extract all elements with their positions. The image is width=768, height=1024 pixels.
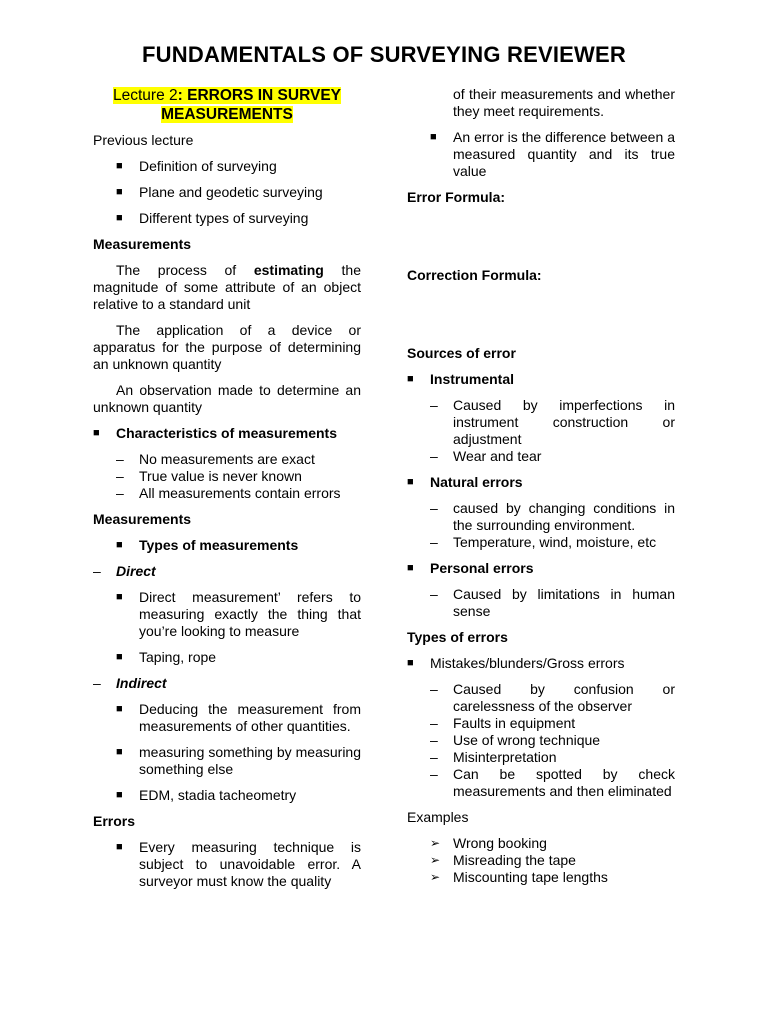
square-bullet-icon: ■	[116, 186, 123, 198]
list-item: – Caused by confusion or carelessness of the observer	[430, 681, 675, 714]
dash-bullet-icon: –	[430, 749, 438, 765]
instrumental-heading: ■ Instrumental	[407, 371, 515, 387]
arrow-bullet-icon: ➢	[430, 836, 441, 850]
page-title: FUNDAMENTALS OF SURVEYING REVIEWER	[142, 42, 626, 67]
definition-paragraph: The process of estimating the magnitude of some attribute of an object relative to a standard unit	[93, 262, 361, 312]
list-item: – caused by changing conditions in the surrounding environment.	[430, 500, 675, 533]
definition-paragraph: The application of a device or apparatus for the purpose of determining an unknown quantity	[93, 322, 361, 372]
dash-bullet-icon: –	[116, 485, 124, 501]
dash-bullet-icon: –	[116, 468, 124, 484]
list-item: ■ Plane and geodetic surveying	[116, 184, 323, 200]
square-bullet-icon: ■	[116, 789, 123, 801]
formula-placeholder	[407, 215, 675, 267]
square-bullet-icon: ■	[116, 746, 123, 758]
error-formula-heading: Error Formula:	[407, 189, 506, 205]
dash-bullet-icon: –	[116, 451, 124, 467]
characteristics-list	[116, 451, 361, 502]
dash-bullet-icon: –	[430, 500, 438, 516]
square-bullet-icon: ■	[116, 651, 123, 663]
list-item: ➢ Miscounting tape lengths	[430, 869, 608, 885]
list-item: ■ EDM, stadia tacheometry	[116, 787, 297, 803]
list-item: ■ Direct measurement’ refers to measuring exactly the thing that you’re looking to measure	[116, 589, 361, 639]
definition-paragraph: An observation made to determine an unknown quantity	[93, 382, 361, 415]
square-bullet-icon: ■	[430, 131, 437, 143]
mistakes-list	[430, 681, 675, 800]
natural-errors-list	[430, 500, 675, 551]
dash-bullet-icon: –	[430, 681, 438, 697]
list-item: – Can be spotted by check measurements and then eliminated	[430, 766, 675, 799]
dash-bullet-icon: –	[430, 448, 438, 464]
examples-heading: Examples	[407, 809, 469, 825]
dash-bullet-icon: –	[430, 534, 438, 550]
personal-errors-heading: ■ Personal errors	[407, 560, 534, 576]
list-item: – Caused by limitations in human sense	[430, 586, 675, 619]
square-bullet-icon: ■	[116, 703, 123, 715]
previous-lecture-label: Previous lecture	[93, 132, 194, 148]
square-bullet-icon: ■	[93, 427, 100, 439]
list-item: ➢ Misreading the tape	[430, 852, 576, 868]
lecture-number: Lecture 2	[113, 87, 178, 104]
list-item: – All measurements contain errors	[116, 485, 341, 501]
characteristics-heading: ■ Characteristics of measurements	[93, 425, 337, 441]
list-item: ➢ Wrong booking	[430, 835, 547, 851]
emphasis-estimating: estimating	[253, 262, 324, 278]
natural-errors-heading: ■ Natural errors	[407, 474, 523, 490]
mistakes-heading: ■ Mistakes/blunders/Gross errors	[407, 655, 625, 671]
square-bullet-icon: ■	[407, 657, 414, 669]
list-item: ■ Taping, rope	[116, 649, 217, 665]
types-of-errors-heading: Types of errors	[407, 629, 508, 645]
arrow-bullet-icon: ➢	[430, 870, 441, 884]
sources-of-error-heading: Sources of error	[407, 345, 516, 361]
list-item: – Wear and tear	[430, 448, 542, 464]
list-item: ■ An error is the difference between a measured quantity and its true value	[430, 129, 675, 179]
square-bullet-icon: ■	[407, 373, 414, 385]
left-column	[93, 86, 361, 899]
square-bullet-icon: ■	[407, 562, 414, 574]
square-bullet-icon: ■	[407, 476, 414, 488]
list-item: – Temperature, wind, moisture, etc	[430, 534, 657, 550]
dash-bullet-icon: –	[93, 675, 101, 691]
types-of-measurements-heading: ■ Types of measurements	[116, 537, 299, 553]
continued-paragraph: of their measurements and whether they meet requirements.	[453, 86, 675, 119]
lecture-heading-text	[113, 87, 341, 123]
list-item: – Use of wrong technique	[430, 732, 601, 748]
dash-bullet-icon: –	[93, 563, 101, 579]
dash-bullet-icon: –	[430, 732, 438, 748]
list-item: ■ Different types of surveying	[116, 210, 309, 226]
square-bullet-icon: ■	[116, 591, 123, 603]
dash-bullet-icon: –	[430, 766, 438, 782]
list-item: ■ Every measuring technique is subject to unavoidable error. A surveyor must know the quality	[116, 839, 361, 889]
square-bullet-icon: ■	[116, 841, 123, 853]
dash-bullet-icon: –	[430, 715, 438, 731]
section-heading-measurements-2: Measurements	[93, 511, 192, 527]
list-item: – Faults in equipment	[430, 715, 576, 731]
indirect-heading: – Indirect	[93, 675, 167, 691]
formula-placeholder	[407, 293, 675, 345]
list-item: – Misinterpretation	[430, 749, 557, 765]
list-item: ■ Definition of surveying	[116, 158, 277, 174]
section-heading-measurements: Measurements	[93, 236, 192, 252]
instrumental-list	[430, 397, 675, 465]
arrow-bullet-icon: ➢	[430, 853, 441, 867]
dash-bullet-icon: –	[430, 397, 438, 413]
personal-errors-list	[430, 586, 675, 620]
list-item: ■ measuring something by measuring something else	[116, 744, 361, 777]
dash-bullet-icon: –	[430, 586, 438, 602]
list-item: – True value is never known	[116, 468, 302, 484]
square-bullet-icon: ■	[116, 539, 123, 551]
lecture-heading	[93, 86, 361, 124]
square-bullet-icon: ■	[116, 160, 123, 172]
list-item: – No measurements are exact	[116, 451, 315, 467]
direct-heading: – Direct	[93, 563, 156, 579]
section-heading-errors: Errors	[93, 813, 136, 829]
right-column	[407, 86, 675, 886]
square-bullet-icon: ■	[116, 212, 123, 224]
list-item: ■ Deducing the measurement from measurements of other quantities.	[116, 701, 361, 734]
correction-formula-heading: Correction Formula:	[407, 267, 542, 283]
lecture-title: : ERRORS IN SURVEY MEASUREMENTS	[161, 87, 341, 123]
list-item: – Caused by imperfections in instrument construction or adjustment	[430, 397, 675, 447]
